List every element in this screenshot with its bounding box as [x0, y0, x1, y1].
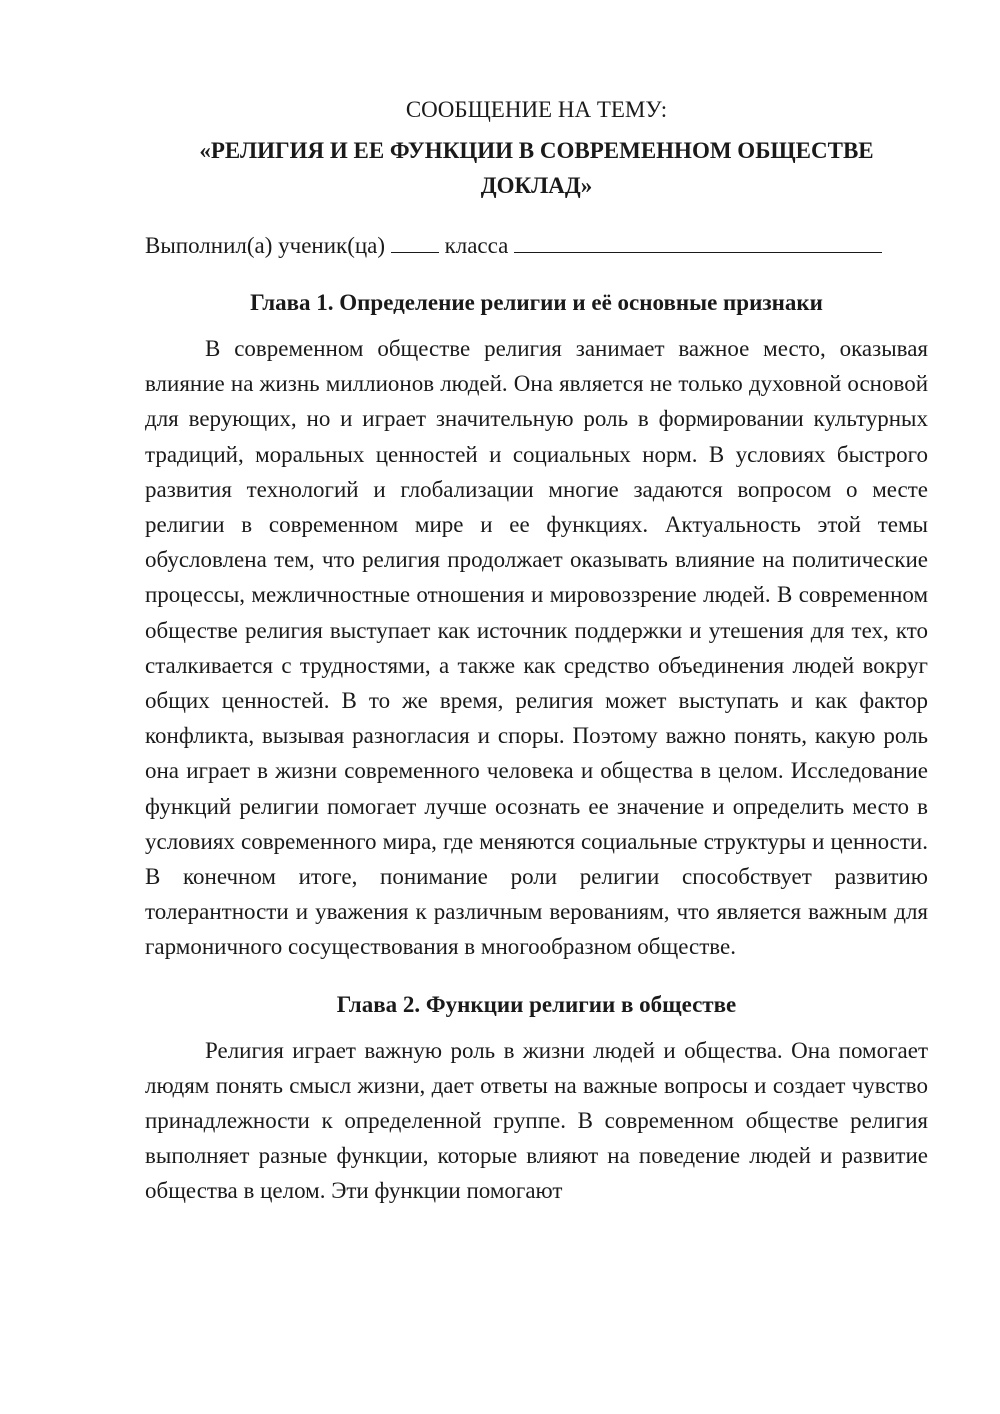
author-label: Выполнил(а) ученик(ца) [145, 233, 386, 258]
grade-blank-field [391, 230, 439, 253]
subject-line: СООБЩЕНИЕ НА ТЕМУ: [405, 97, 668, 122]
chapter-2-paragraph: Религия играет важную роль в жизни людей и общества. Она помогает людям понять смысл жизни, дает ответы на важные вопросы и создает чувство принадлежности к определенной группе. В современном обществе религия выполняет разные функции, которые влияют на поведение людей и развитие общества в целом. Эти функции помогают [145, 1037, 928, 1204]
chapter-2-heading: Глава 2. Функции религии в обществе [336, 991, 737, 1017]
name-blank-field [514, 230, 882, 253]
class-label: класса [444, 233, 509, 258]
author-line [145, 228, 928, 263]
title-line-2: ДОКЛАД» [480, 173, 593, 198]
title-line-1: «РЕЛИГИЯ И ЕЕ ФУНКЦИИ В СОВРЕМЕННОМ ОБЩЕСТВЕ [199, 138, 874, 163]
document-page [145, 92, 928, 1209]
chapter-1-paragraph: В современном обществе религия занимает важное место, оказывая влияние на жизнь миллионов людей. Она является не только духовной основой для верующих, но и играет значительную роль в формировании культурных традиций, моральных ценностей и социальных норм. В условиях быстрого развития технологий и глобализации многие задаются вопросом о месте религии в современном мире и ее функциях. Актуальность этой темы обусловлена тем, что религия продолжает оказывать влияние на политические процессы, межличностные отношения и мировоззрение людей. В современном обществе религия выступает как источник поддержки и утешения для тех, кто сталкивается с трудностями, а также как средство объединения людей вокруг общих ценностей. В то же время, религия может выступать и как фактор конфликта, вызывая разногласия и споры. Поэтому важно понять, какую роль она играет в жизни современного человека и общества в целом. Исследование функций религии помогает лучше осознать ее значение и определить место в условиях современного мира, где меняются социальные структуры и ценности. В конечном итоге, понимание роли религии способствует развитию толерантности и уважения к различным верованиям, что является важным для гармоничного сосуществования в многообразном обществе. [145, 336, 928, 960]
chapter-1-heading: Глава 1. Определение религии и её основные признаки [250, 290, 823, 315]
